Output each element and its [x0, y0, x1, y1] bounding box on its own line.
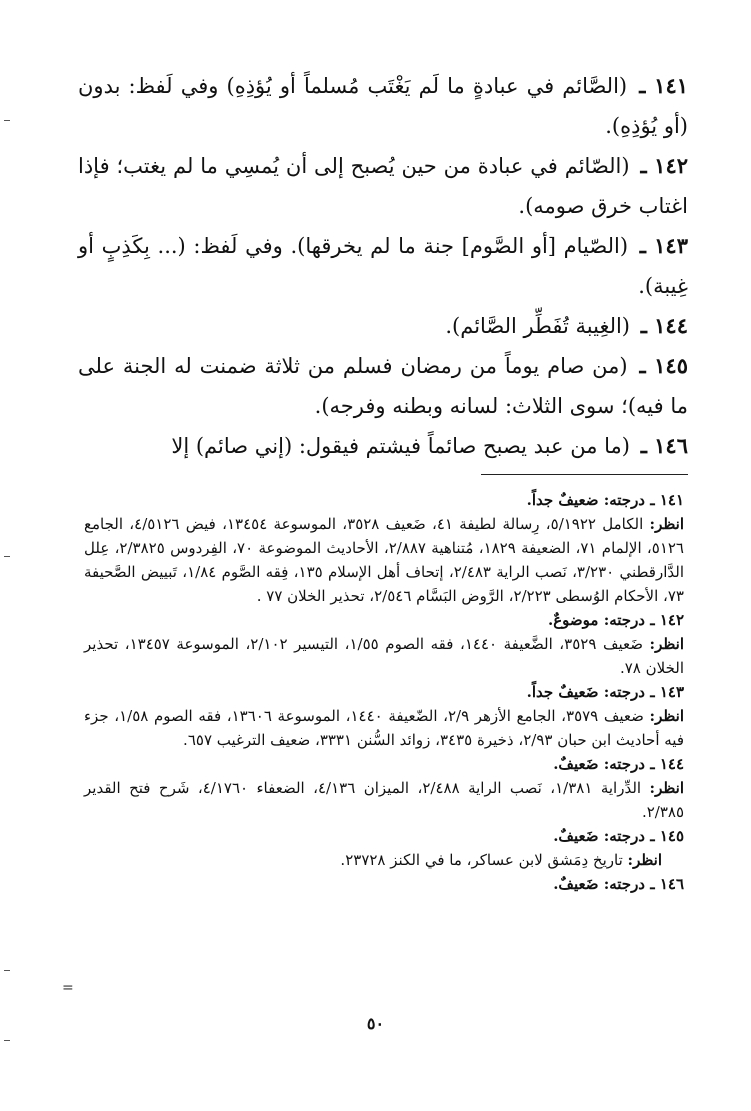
footnote-heading: [84, 680, 684, 704]
hadith-number: ١٤٢ ـ: [640, 153, 689, 178]
footnote-144: [84, 752, 684, 824]
hadith-text: (من صام يوماً من رمضان فسلم من ثلاثة ضمنت له الجنة على ما فيه)؛ سوى الثلاث: لسانه وبطنه وفرجه).: [78, 354, 688, 418]
footnote-heading: [84, 872, 684, 896]
footnote-143: [84, 680, 684, 752]
hadith-number: ١٤١ ـ: [639, 73, 689, 98]
main-text-block: [78, 66, 688, 466]
hadith-text: (الغِيبة تُفَطِّر الصَّائم).: [445, 314, 630, 338]
scan-edge-tick: [4, 970, 10, 971]
scan-edge-tick: [4, 556, 10, 557]
hadith-text: (الصَّائم في عبادةٍ ما لَم يَغْتَب مُسلماً أو يُؤذِهِ) وفي لَفظ: بدون (أو يُؤذِهِ).: [78, 74, 688, 138]
footnote-divider: [481, 474, 688, 475]
references-text: ضعيف ٣٥٧٩، الجامع الأزهر ٢/٩، الضّعيفة ١٤٤٠، الموسوعة ١٣٦٠٦، فقه الصوم ١/٥٨، جزء فيه أحاديث ابن حبان ٢/٩٣، ذخيرة ٣٤٣٥، زوائد السُّنن ٣٣٣١، ضعيف الترغيب ٦٥٧.: [84, 707, 684, 749]
footnote-number: ١٤٣ ـ درجته:: [603, 683, 684, 701]
references-text: الدِّراية ١/٣٨١، نَصب الراية ٢/٤٨٨، الميزان ٤/١٣٦، الضعفاء ٤/١٧٦٠، شَرح فتح القدير ٢/٣٨٥.: [84, 779, 684, 821]
footnote-heading: [84, 608, 684, 632]
footnote-heading: [84, 752, 684, 776]
footnote-references: [84, 704, 684, 752]
hadith-text: (ما من عبد يصبح صائماً فيشتم فيقول: (إني صائم) إلا: [171, 434, 630, 458]
hadith-text: (الصّيام [أو الصَّوم] جنة ما لم يخرقها). وفي لَفظ: (... بِكَذِبٍ أو غِيبة).: [78, 234, 688, 298]
footnote-references: [84, 776, 684, 824]
footnote-number: ١٤٥ ـ درجته:: [603, 827, 684, 845]
references-label: انظر:: [649, 779, 684, 797]
scan-edge-tick: [4, 120, 10, 121]
footnote-grade: ضَعيفٌ.: [553, 827, 599, 845]
hadith-number: ١٤٦ ـ: [640, 433, 688, 458]
hadith-141: [78, 66, 688, 146]
hadith-143: [78, 226, 688, 306]
hadith-number: ١٤٥ ـ: [639, 353, 688, 378]
footnote-grade: موضوعٌ.: [548, 611, 599, 629]
footnote-number: ١٤٤ ـ درجته:: [603, 755, 684, 773]
footnote-heading: [84, 824, 684, 848]
references-label: انظر:: [627, 851, 662, 869]
hadith-list: [78, 66, 688, 466]
footnote-grade: ضعيفٌ جداً.: [526, 491, 599, 509]
hadith-145: [78, 346, 688, 426]
scan-edge-tick: [4, 1040, 10, 1041]
references-text: الكامل ٥/١٩٢٢، رِسالة لطيفة ٤١، ضَعيف ٣٥٢٨، الموسوعة ١٣٤٥٤، فيض ٤/٥١٢٦، الجامع ٥١٢٦، الإلمام ٧١، الضعيفة ١٨٢٩، مُتناهية ٢/٨٨٧، الأحاديث الموضوعة ٧٠، الفِردوس ٢/٣٨٢٥، عِلل الدَّارقطني ٣/٢٣٠، نَصب الراية ٢/٤٨٣، إتحاف أهل الإسلام ١٣٥، فِقه الصَّوم ١/٨٤، تَبييض الصَّحيفة ٧٣، الأحكام الوُسطى ٢/٢٢٣، الرَّوض البَسَّام ٢/٥٤٦، تحذير الخلان ٧٧ .: [84, 515, 684, 605]
hadith-146: [78, 426, 688, 466]
footnote-142: [84, 608, 684, 680]
hadith-number: ١٤٣ ـ: [639, 233, 688, 258]
footnote-heading: [84, 488, 684, 512]
footnote-141: [84, 488, 684, 608]
references-label: انظر:: [649, 635, 685, 653]
footnote-references: [84, 512, 684, 608]
footnote-grade: ضَعيفٌ.: [553, 875, 599, 893]
references-text: تاريخ دِمَشق لابن عساكر، ما في الكنز ٢٣٧٢٨.: [340, 851, 623, 869]
footnote-grade: ضَعيفٌ.: [553, 755, 599, 773]
footnote-grade: ضَعيفٌ جداً.: [526, 683, 599, 701]
footnote-146: [84, 872, 684, 896]
hadith-142: [78, 146, 688, 226]
footnote-number: ١٤٦ ـ درجته:: [603, 875, 684, 893]
footnote-145: [84, 824, 684, 872]
hadith-144: [78, 306, 688, 346]
footnote-number: ١٤١ ـ درجته:: [603, 491, 684, 509]
hadith-text: (الصّائم في عبادة من حين يُصبح إلى أن يُمسِي ما لم يغتب؛ فإذا اغتاب خرق صومه).: [78, 154, 688, 218]
hadith-number: ١٤٤ ـ: [640, 313, 688, 338]
continuation-mark: =: [62, 980, 74, 996]
references-text: ضَعيف ٣٥٢٩، الضَّعيفة ١٤٤٠، فقه الصوم ١/٥٥، التيسير ٢/١٠٢، الموسوعة ١٣٤٥٧، تحذير الخلان ٧٨.: [84, 635, 684, 677]
footnotes-block: [84, 488, 684, 896]
references-label: انظر:: [649, 515, 684, 533]
footnote-references: [84, 632, 684, 680]
footnote-references: [84, 848, 684, 872]
footnote-number: ١٤٢ ـ درجته:: [603, 611, 684, 629]
references-label: انظر:: [649, 707, 685, 725]
page-number: ٥٠: [366, 1014, 385, 1033]
